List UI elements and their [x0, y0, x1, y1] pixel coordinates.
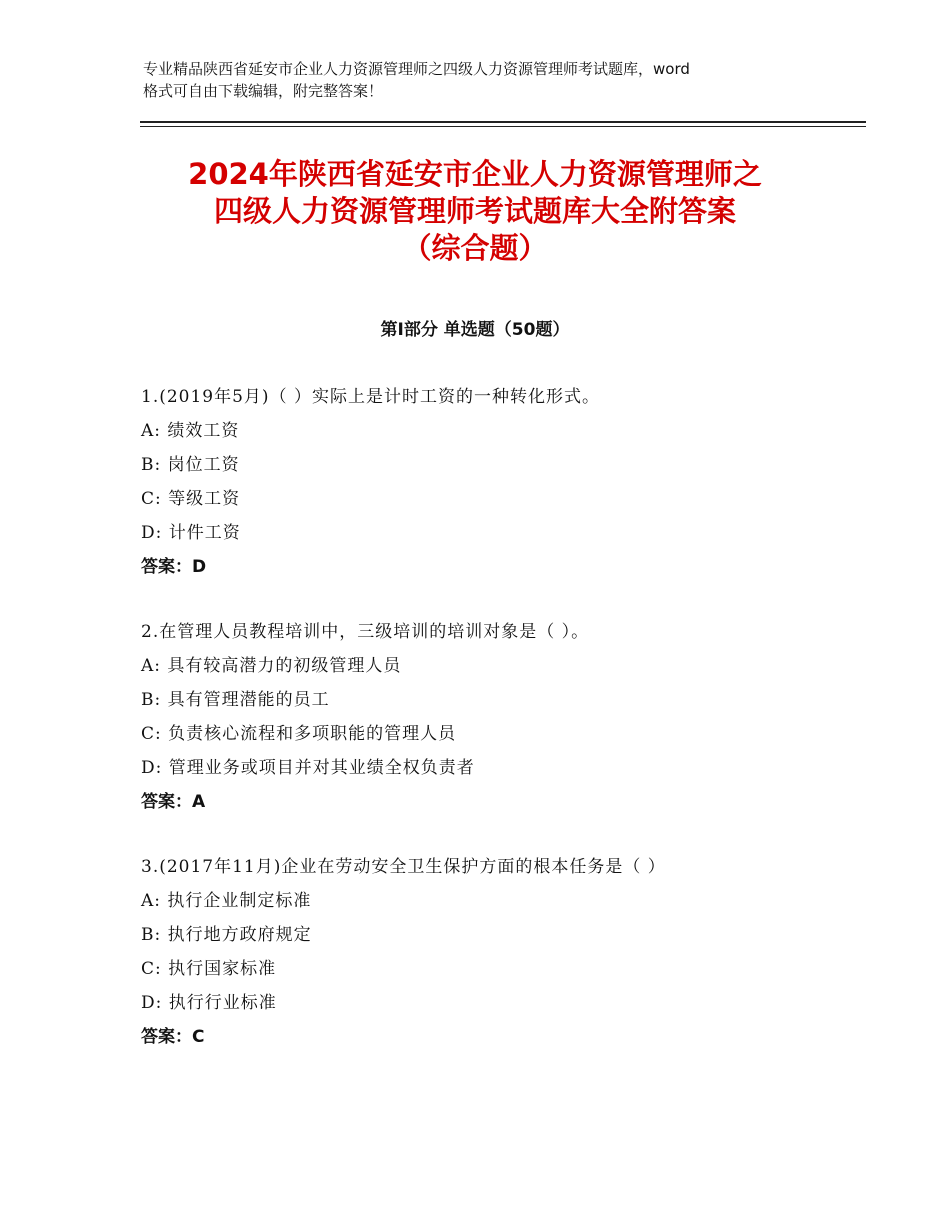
question-1	[141, 380, 841, 584]
option-d: D: 计件工资	[141, 523, 241, 543]
title-line-3: （综合题）	[402, 231, 548, 265]
option-a: A: 绩效工资	[141, 421, 240, 441]
option-c: C: 等级工资	[141, 489, 241, 509]
question-stem: 3.(2017年11月)企业在劳动安全卫生保护方面的根本任务是（ ）	[141, 857, 666, 877]
title-line-1: 2024年陕西省延安市企业人力资源管理师之	[188, 157, 762, 191]
option-c: C: 负责核心流程和多项职能的管理人员	[141, 724, 457, 744]
header-note-line-2: 格式可自由下载编辑，附完整答案！	[143, 82, 384, 100]
option-d: D: 执行行业标准	[141, 993, 277, 1013]
header-rule-thick	[140, 121, 866, 123]
option-b: B: 岗位工资	[141, 455, 240, 475]
document-title	[120, 156, 830, 267]
question-stem: 1.(2019年5月)（ ）实际上是计时工资的一种转化形式。	[141, 387, 600, 407]
question-2	[141, 615, 841, 819]
answer: 答案：A	[141, 792, 206, 812]
header-rule-thin	[140, 126, 866, 127]
answer: 答案：D	[141, 557, 207, 577]
question-list	[141, 380, 841, 1085]
question-stem: 2.在管理人员教程培训中，三级培训的培训对象是（ ）。	[141, 622, 590, 642]
option-a: A: 具有较高潜力的初级管理人员	[141, 656, 402, 676]
option-b: B: 执行地方政府规定	[141, 925, 312, 945]
title-line-2: 四级人力资源管理师考试题库大全附答案	[213, 194, 736, 228]
option-d: D: 管理业务或项目并对其业绩全权负责者	[141, 758, 475, 778]
header-note	[143, 58, 823, 102]
header-note-line-1: 专业精品陕西省延安市企业人力资源管理师之四级人力资源管理师考试题库，word	[143, 60, 690, 78]
option-c: C: 执行国家标准	[141, 959, 277, 979]
option-a: A: 执行企业制定标准	[141, 891, 312, 911]
option-b: B: 具有管理潜能的员工	[141, 690, 330, 710]
section-heading: 第Ⅰ部分 单选题（50题）	[380, 320, 570, 340]
answer: 答案：C	[141, 1027, 205, 1047]
question-3	[141, 850, 841, 1054]
